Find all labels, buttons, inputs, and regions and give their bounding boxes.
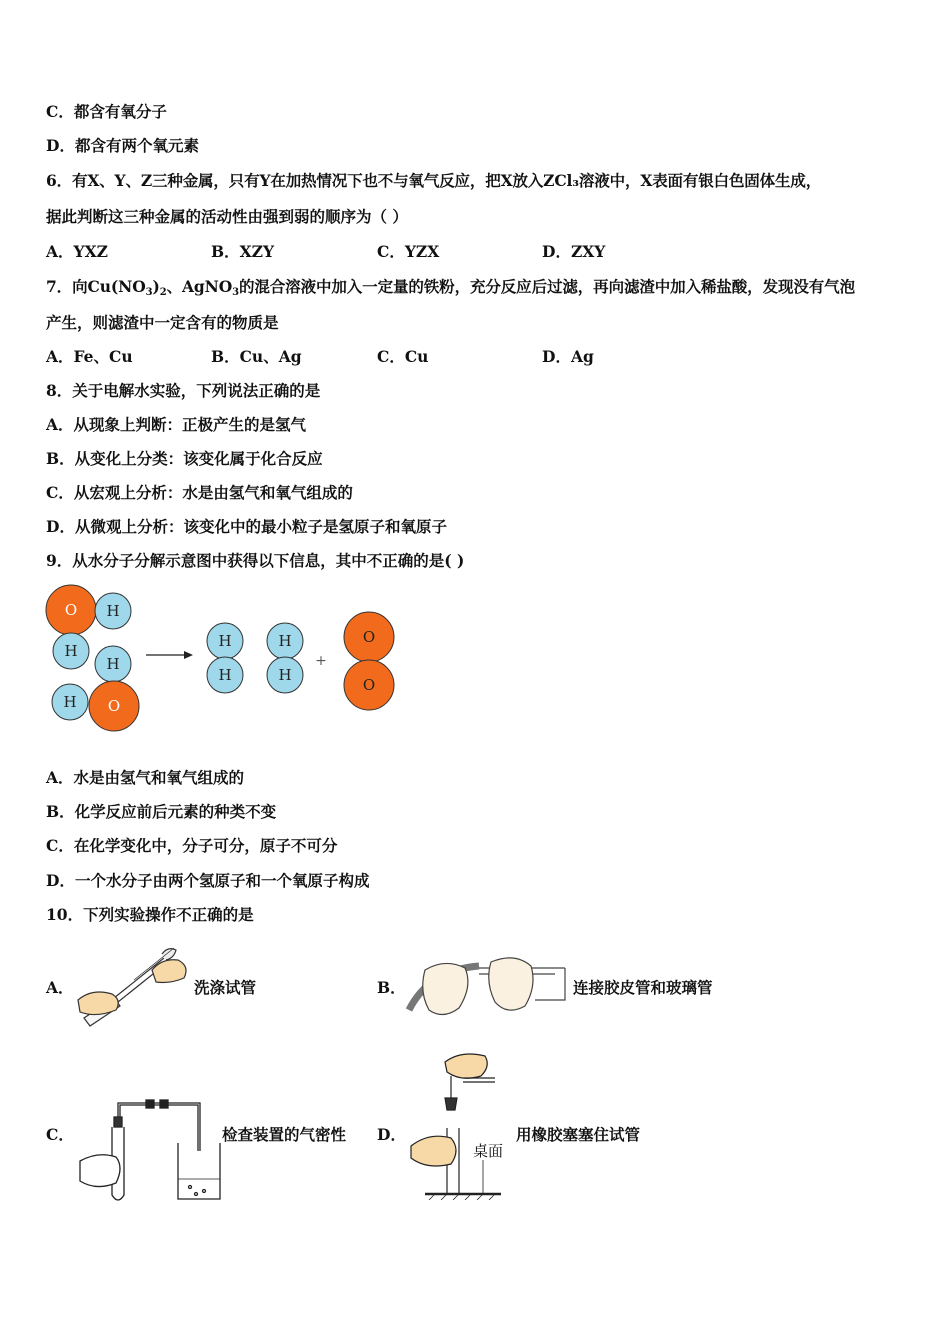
q6-option-b: B．XZY: [211, 242, 275, 261]
q9-option-d: D．一个水分子由两个氢原子和一个氧原子构成: [46, 871, 370, 890]
q6-stem-line2: 据此判断这三种金属的活动性由强到弱的顺序为（ ）: [46, 207, 408, 226]
q7-stem-line2: 产生，则滤渣中一定含有的物质是: [46, 313, 279, 332]
q9-option-b: B．化学反应前后元素的种类不变: [46, 802, 277, 821]
q8-stem: 8．关于电解水实验，下列说法正确的是: [46, 381, 321, 400]
q5-option-d: D．都含有两个氧元素: [46, 136, 199, 155]
q7-stem-line1: 7．向$Cu(NO_3)_2$、AgNO$_3$的混合溶液中加入一定量的铁粉，充分反应后过滤，再向滤渣中加入稀盐酸，发现没有气泡: [46, 277, 855, 298]
q6-stem-line1: 6．有X、Y、Z三种金属，只有Y在加热情况下也不与氧气反应，把X放入ZCl₃溶液中，X表面有银白色固体生成，: [46, 171, 822, 190]
hydrogen-label: H: [278, 666, 292, 684]
hydrogen-label: H: [63, 693, 77, 711]
q7-option-a: A．Fe、Cu: [46, 347, 133, 366]
q7-option-d: D．Ag: [542, 347, 594, 366]
q9-stem: 9．从水分子分解示意图中获得以下信息，其中不正确的是( ): [46, 551, 465, 570]
oxygen-label: O: [107, 697, 121, 715]
hydrogen-label: H: [278, 632, 292, 650]
q6-option-d: D．ZXY: [542, 242, 606, 261]
q9-option-a: A．水是由氢气和氧气组成的: [46, 768, 245, 787]
q10-option-b-text: 连接胶皮管和玻璃管: [573, 978, 713, 997]
stoppering-test-tube-illustration: [405, 1048, 515, 1200]
plus-sign: +: [315, 653, 327, 669]
hydrogen-label: H: [64, 642, 78, 660]
oxygen-label: O: [64, 601, 78, 619]
q10-option-a-text: 洗涤试管: [194, 978, 257, 997]
oxygen-label: O: [362, 628, 376, 646]
oxygen-label: O: [362, 676, 376, 694]
q10-option-c-letter: C．: [46, 1125, 74, 1144]
hydrogen-label: H: [218, 666, 232, 684]
q6-option-c: C．YZX: [377, 242, 440, 261]
washing-test-tube-illustration: [74, 940, 194, 1030]
arrow-head-icon: [184, 651, 193, 659]
q10-option-a-letter: A．: [46, 978, 74, 997]
q8-option-a: A．从现象上判断：正极产生的是氢气: [46, 415, 307, 434]
q10-option-d-text: 用橡胶塞塞住试管: [516, 1125, 641, 1144]
q8-option-c: C．从宏观上分析：水是由氢气和氧气组成的: [46, 483, 353, 502]
q7-option-c: C．Cu: [377, 347, 429, 366]
q8-option-b: B．从变化上分类：该变化属于化合反应: [46, 449, 323, 468]
q5-option-c: C．都含有氧分子: [46, 102, 167, 121]
desk-label: 桌面: [473, 1142, 504, 1160]
q8-option-d: D．从微观上分析：该变化中的最小粒子是氢原子和氧原子: [46, 517, 447, 536]
water-decomposition-diagram: [0, 580, 420, 740]
q10-option-c-text: 检查装置的气密性: [222, 1125, 347, 1144]
connecting-tubes-illustration: [405, 950, 575, 1030]
q10-stem: 10．下列实验操作不正确的是: [46, 905, 254, 924]
hydrogen-label: H: [106, 602, 120, 620]
hydrogen-label: H: [106, 655, 120, 673]
q7-option-b: B．Cu、Ag: [211, 347, 302, 366]
q9-option-c: C．在化学变化中，分子可分，原子不可分: [46, 836, 338, 855]
q10-option-b-letter: B．: [377, 978, 406, 997]
q6-option-a: A．YXZ: [46, 242, 108, 261]
airtightness-check-illustration: [74, 1095, 224, 1207]
hydrogen-label: H: [218, 632, 232, 650]
q10-option-d-letter: D．: [377, 1125, 406, 1144]
